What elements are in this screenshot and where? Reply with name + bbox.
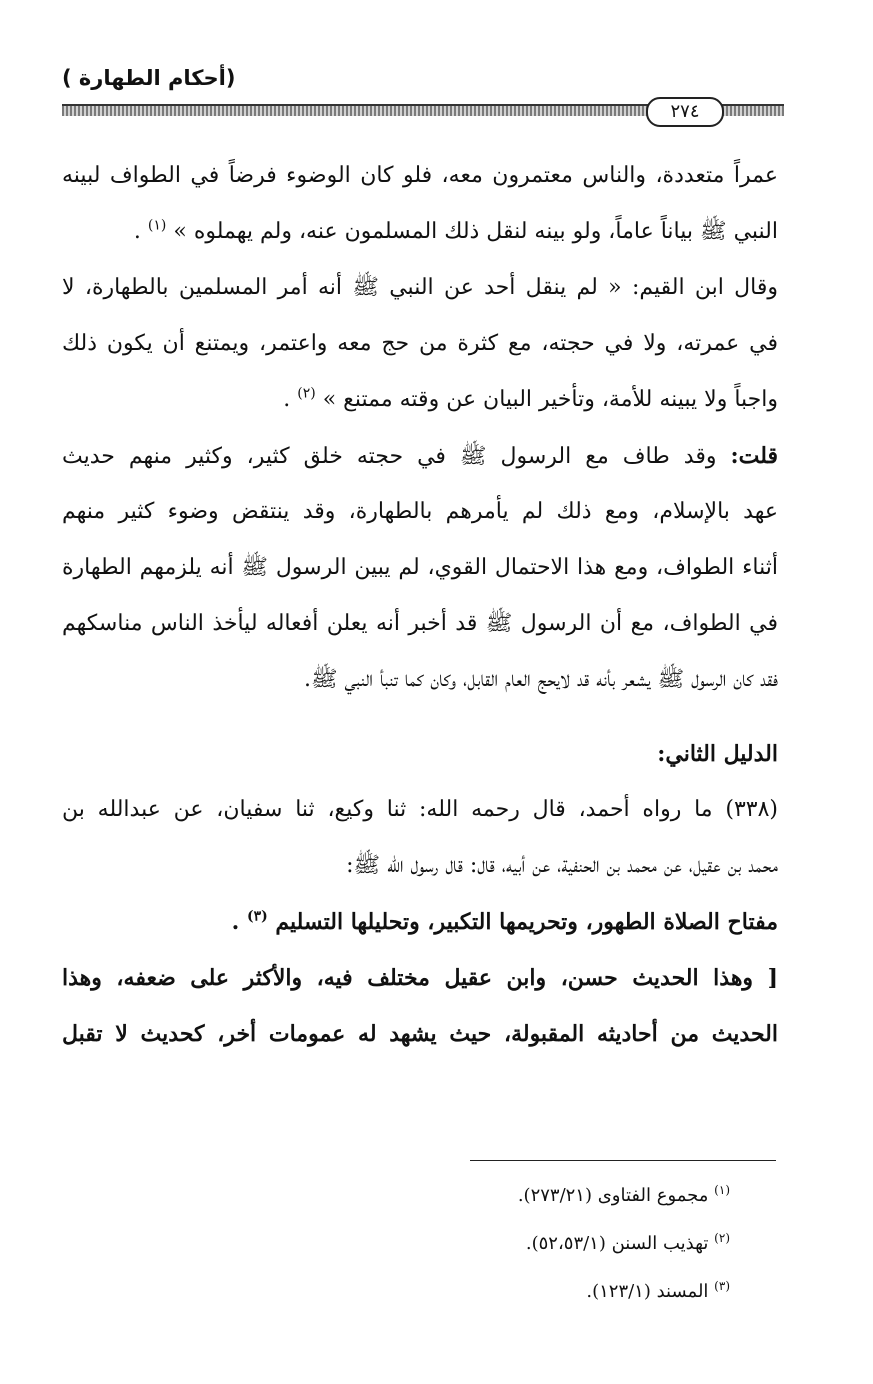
text-line: [ وهذا الحديث حسن، وابن عقيل مختلف فيه، والأكثر على ضعفه، وهذا [62, 965, 778, 991]
page-number: ٢٧٤ [646, 97, 724, 127]
footnote-separator [470, 1160, 776, 1161]
footnote-text: مجموع الفتاوى (٢٧٣/٢١). [517, 1185, 709, 1206]
text-line: (٣٣٨) ما رواه أحمد، قال رحمه الله: ثنا وكيع، ثنا سفيان، عن عبدالله بن [62, 797, 778, 822]
footnotes [300, 1172, 730, 1316]
text-span: . [283, 387, 291, 412]
text-span: . [133, 219, 141, 244]
text-line: في عمرته، ولا في حجته، مع كثرة من حج معه واعتمر، ويمتنع أن يكون ذلك [62, 331, 778, 356]
footnote-ref[interactable]: (١) [147, 217, 167, 234]
text-line [62, 428, 778, 484]
footnote-marker: (٢) [714, 1231, 730, 1245]
footnote-ref[interactable]: (٣) [246, 908, 268, 925]
text-line: في الطواف، مع أن الرسول ﷺ قد أخبر أنه يعلن أفعاله ليأخذ الناس مناسكهم [62, 611, 778, 636]
text-span: . [231, 909, 240, 935]
text-span: واجباً ولا يبينه للأمة، وتأخير البيان عن وقته ممتنع » [322, 387, 778, 412]
text-line: الحديث من أحاديثه المقبولة، حيث يشهد له عمومات أخر، كحديث لا تقبل [62, 1021, 778, 1047]
text-span: وقد طاف مع الرسول ﷺ في حجته خلق كثير، وكثير منهم حديث [62, 444, 717, 469]
footnote [300, 1220, 730, 1268]
footnote [300, 1172, 730, 1220]
footnote [300, 1268, 730, 1316]
text-line: وقال ابن القيم: « لم ينقل أحد عن النبي ﷺ أنه أمر المسلمين بالطهارة، لا [62, 275, 778, 300]
main-text [62, 148, 778, 1062]
footnote-text: المسند (١٢٣/١). [586, 1281, 709, 1302]
running-head-title: (أحكام الطهارة ) [62, 66, 236, 90]
text-line [62, 204, 778, 260]
footnote-marker: (١) [714, 1183, 730, 1197]
text-line: أثناء الطواف، ومع هذا الاحتمال القوي، لم يبين الرسول ﷺ أنه يلزمهم الطهارة [62, 555, 778, 580]
text-span: مفتاح الصلاة الطهور، وتحريمها التكبير، وتحليلها التسليم [275, 909, 778, 935]
text-line: عهد بالإسلام، ومع ذلك لم يأمرهم بالطهارة، وقد ينتقض وضوء كثير منهم [62, 499, 778, 524]
paragraph-spacer [62, 708, 778, 726]
text-line [62, 372, 778, 428]
text-line: محمد بن عقيل، عن محمد بن الحنفية، عن أبيه، قال: قال رسول الله ﷺ: [346, 853, 778, 878]
section-heading: الدليل الثاني: [657, 741, 778, 767]
footnote-ref[interactable]: (٢) [297, 385, 316, 402]
footnote-marker: (٣) [714, 1279, 730, 1293]
hadith-text [62, 894, 778, 950]
footnote-text: تهذيب السنن (٥٢،٥٣/١). [525, 1233, 709, 1254]
text-span: النبي ﷺ بياناً عاماً، ولو بينه لنقل ذلك المسلمون عنه، ولم يهملوه » [173, 219, 778, 244]
lead-word: قلت: [730, 443, 778, 469]
text-line: عمراً متعددة، والناس معتمرون معه، فلو كان الوضوء فرضاً في الطواف لبينه [62, 163, 778, 188]
text-line: فقد كان الرسول ﷺ يشعر بأنه قد لايحج العام القابل، وكان كما تنبأ النبي ﷺ. [303, 667, 778, 692]
